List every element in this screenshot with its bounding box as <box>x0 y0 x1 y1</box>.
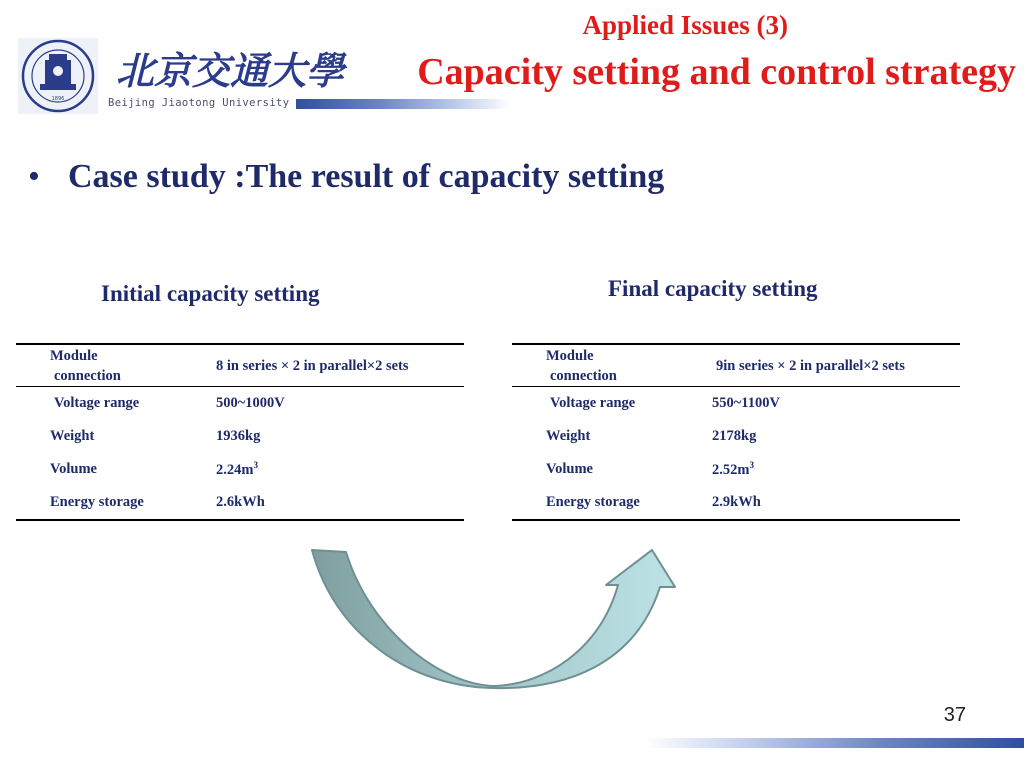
table-row <box>512 486 960 520</box>
final-capacity-table <box>512 343 960 521</box>
university-logo <box>18 38 345 116</box>
initial-capacity-table <box>16 343 464 521</box>
header-divider-bar <box>296 99 511 109</box>
page-number: 37 <box>943 704 966 726</box>
table-row <box>512 453 960 486</box>
university-seal-icon <box>18 38 98 114</box>
logo-calligraphy <box>116 44 345 94</box>
table-header-row <box>16 344 464 387</box>
row-value: 550~1100V <box>712 395 780 411</box>
row-label: Volume <box>50 461 97 477</box>
table-row <box>16 453 464 486</box>
initial-table-caption: Initial capacity setting <box>101 281 320 306</box>
table-row <box>16 420 464 453</box>
final-table-caption: Final capacity setting <box>608 276 818 301</box>
table-header-value: 8 in series × 2 in parallel×2 sets <box>216 357 409 374</box>
row-value: $2.24m^3$ <box>216 460 258 478</box>
row-label: Weight <box>50 428 95 444</box>
table-row <box>512 420 960 453</box>
logo-cn-name: 北京交通大學 <box>116 48 345 93</box>
slide-subtitle: Applied Issues (3) <box>582 10 788 40</box>
bullet-item <box>28 158 664 196</box>
row-value: 1936kg <box>216 428 261 444</box>
bullet-marker: • <box>28 158 40 195</box>
row-label: Energy storage <box>50 494 144 510</box>
footer-divider-bar <box>645 738 1024 748</box>
slide-title: Capacity setting and control strategy <box>417 51 1016 93</box>
svg-text:1896: 1896 <box>51 96 65 102</box>
row-label: Volume <box>546 461 593 477</box>
row-value: 500~1000V <box>216 395 285 411</box>
row-label: Voltage range <box>54 395 140 411</box>
table-header-label: Module connection <box>50 347 121 384</box>
table-row <box>16 486 464 520</box>
row-value: 2.6kWh <box>216 494 265 510</box>
table-header-row <box>512 344 960 387</box>
row-label: Voltage range <box>550 395 636 411</box>
row-label: Energy storage <box>546 494 640 510</box>
table-header-label: Module connection <box>546 347 617 384</box>
row-value: 2178kg <box>712 428 757 444</box>
curved-arrow-icon <box>300 540 690 700</box>
row-label: Weight <box>546 428 591 444</box>
bullet-text: Case study :The result of capacity setting <box>68 158 665 195</box>
table-row <box>512 387 960 421</box>
row-value: 2.9kWh <box>712 494 761 510</box>
table-row <box>16 387 464 421</box>
logo-en-name: Beijing Jiaotong University <box>108 97 290 109</box>
table-header-value: 9in series × 2 in parallel×2 sets <box>716 357 905 374</box>
row-value: $2.52m^3$ <box>712 460 754 478</box>
